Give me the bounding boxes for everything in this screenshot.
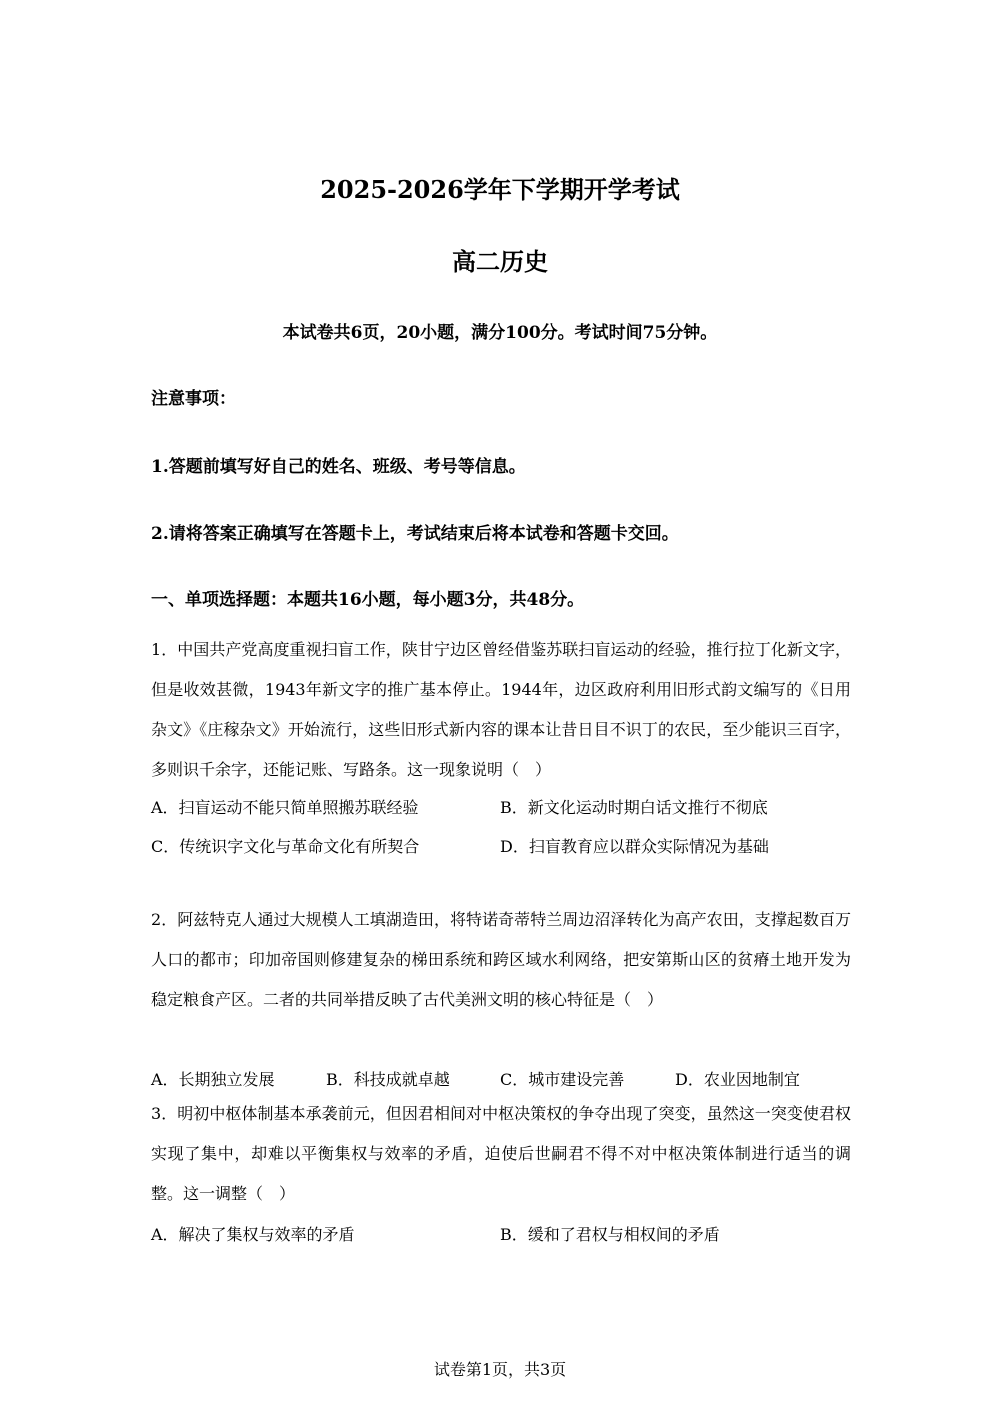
question-option: C．城市建设完善: [500, 1070, 625, 1089]
question-stem: 3．明初中枢体制基本承袭前元，但因君相间对中枢决策权的争夺出现了突变，虽然这一突变使君权实现了集中，却难以平衡集权与效率的矛盾，迫使后世嗣君不得不对中枢决策体制进行适当的调整。这一调整（ ）: [151, 1104, 851, 1203]
question-option: B．新文化运动时期白话文推行不彻底: [500, 798, 768, 817]
section-heading: 一、单项选择题：本题共16小题，每小题3分，共48分。: [151, 590, 585, 610]
notice-heading: 注意事项：: [151, 389, 236, 409]
question-option: A．解决了集权与效率的矛盾: [151, 1225, 355, 1244]
notice-item: 2.请将答案正确填写在答题卡上，考试结束后将本试卷和答题卡交回。: [151, 524, 679, 544]
question-option: D．农业因地制宜: [675, 1070, 800, 1089]
subject-title: 高二历史: [452, 247, 548, 276]
question-option: B．缓和了君权与相权间的矛盾: [500, 1225, 720, 1244]
question-option: B．科技成就卓越: [326, 1070, 450, 1089]
exam-title: 2025-2026学年下学期开学考试: [320, 175, 680, 204]
exam-info: 本试卷共6页，20小题，满分100分。考试时间75分钟。: [282, 323, 718, 343]
question-option: C．传统识字文化与革命文化有所契合: [151, 837, 420, 856]
question-stem: 2．阿兹特克人通过大规模人工填湖造田，将特诺奇蒂特兰周边沼泽转化为高产农田，支撑起数百万人口的都市；印加帝国则修建复杂的梯田系统和跨区域水利网络，把安第斯山区的贫瘠土地开发为稳定粮食产区。二者的共同举措反映了古代美洲文明的核心特征是（ ）: [151, 910, 851, 1009]
notice-item: 1.答题前填写好自己的姓名、班级、考号等信息。: [151, 457, 526, 477]
question-option: A．扫盲运动不能只简单照搬苏联经验: [151, 798, 419, 817]
question-option: D．扫盲教育应以群众实际情况为基础: [500, 837, 769, 856]
page-footer: 试卷第1页，共3页: [433, 1360, 567, 1379]
question-stem: 1．中国共产党高度重视扫盲工作，陕甘宁边区曾经借鉴苏联扫盲运动的经验，推行拉丁化新文字，但是收效甚微，1943年新文字的推广基本停止。1944年，边区政府利用旧形式韵文编写的《日用杂文》《庄稼杂文》开始流行，这些旧形式新内容的课本让昔日目不识丁的农民，至少能识三百字，多则识千余字，还能记账、写路条。这一现象说明（ ）: [151, 640, 851, 779]
question-option: A．长期独立发展: [151, 1070, 275, 1089]
